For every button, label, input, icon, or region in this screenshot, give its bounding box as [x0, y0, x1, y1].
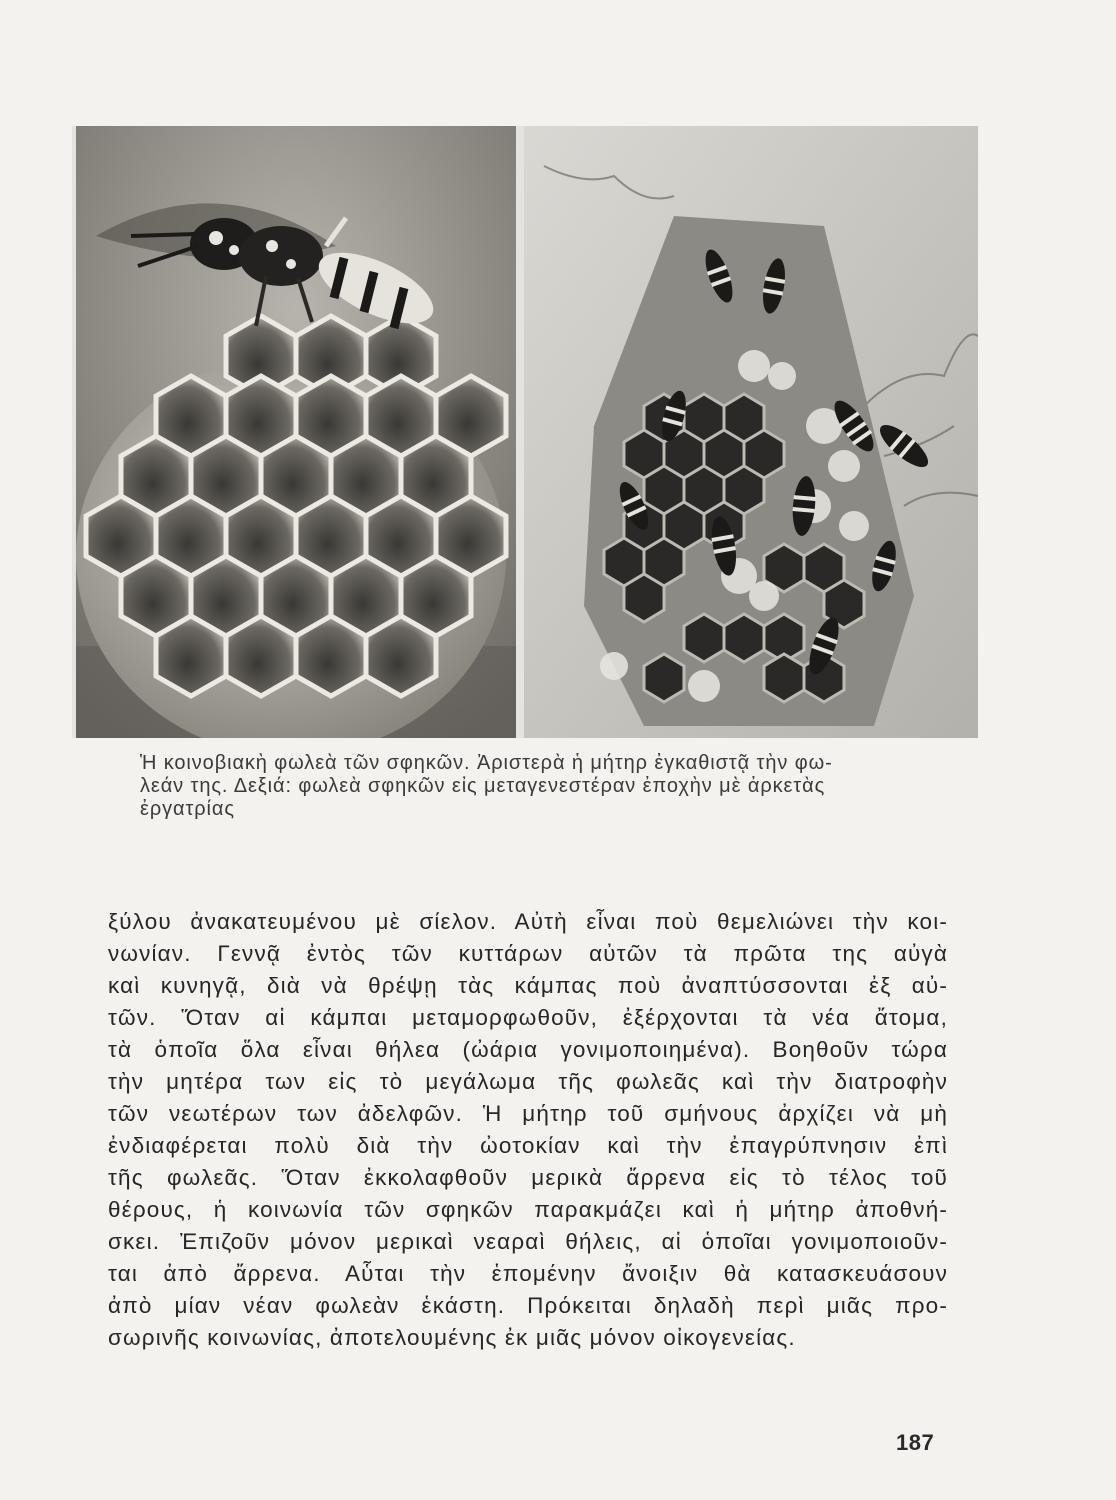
text-line-last: σωρινῆς κοινωνίας, ἀποτελουμένης ἐκ μιᾶς μόνον οἰκογενείας.: [108, 1325, 796, 1350]
figure-caption: [140, 752, 950, 821]
figure-plate: [72, 126, 978, 738]
text-line: τὴν μητέρα των εἰς τὸ μεγάλωμα τῆς φωλεᾶς καὶ τὴν διατροφὴν: [108, 1069, 948, 1094]
photo-wasp-colony: [524, 126, 978, 738]
text-line: τῆς φωλεᾶς. Ὅταν ἐκκολαφθοῦν μερικὰ ἄρρενα εἰς τὸ τέλος τοῦ: [108, 1165, 948, 1190]
text-line: ἐνδιαφέρεται πολὺ διὰ τὴν ὠοτοκίαν καὶ τὴν ἐπαγρύπνησιν ἐπὶ: [108, 1133, 948, 1158]
text-line: τῶν νεωτέρων των ἀδελφῶν. Ἡ μήτηρ τοῦ σμήνους ἀρχίζει νὰ μὴ: [108, 1101, 948, 1126]
text-line: ἀπὸ μίαν νέαν φωλεὰν ἑκάστη. Πρόκειται δηλαδὴ περὶ μιᾶς προ-: [108, 1293, 948, 1318]
page-number: 187: [896, 1430, 935, 1455]
text-line: ται ἀπὸ ἄρρενα. Αὗται τὴν ἑπομένην ἄνοιξιν θὰ κατασκευάσουν: [108, 1261, 948, 1286]
caption-line: ἐργατρίας: [140, 798, 235, 820]
text-line: τῶν. Ὅταν αἱ κάμπαι μεταμορφωθοῦν, ἐξέρχονται τὰ νέα ἄτομα,: [108, 1005, 948, 1030]
photo-wasp-on-nest: [76, 126, 516, 738]
text-line: καὶ κυνηγᾷ, διὰ νὰ θρέψῃ τὰς κάμπας ποὺ ἀναπτύσσονται ἐξ αὐ-: [108, 973, 948, 998]
wasp-nest-right-image: [524, 126, 978, 738]
text-line: θέρους, ἡ κοινωνία τῶν σφηκῶν παρακμάζει καὶ ἡ μήτηρ ἀποθνή-: [108, 1197, 948, 1222]
text-line: νωνίαν. Γεννᾷ ἐντὸς τῶν κυττάρων αὐτῶν τὰ πρῶτα της αὐγὰ: [108, 941, 948, 966]
body-paragraph: [108, 906, 948, 1354]
text-line: ξύλου ἀνακατευμένου μὲ σίελον. Αὐτὴ εἶναι ποὺ θεμελιώνει τὴν κοι-: [108, 909, 948, 934]
caption-line: Ἡ κοινοβιακὴ φωλεὰ τῶν σφηκῶν. Ἀριστερὰ ἡ μήτηρ ἐγκαθιστᾷ τὴν φω-: [140, 752, 833, 774]
text-line: σκει. Ἐπιζοῦν μόνον μερικαὶ νεαραὶ θήλεις, αἱ ὁποῖαι γονιμοποιοῦν-: [108, 1229, 948, 1254]
text-line: τὰ ὁποῖα ὅλα εἶναι θήλεα (ὠάρια γονιμοποιημένα). Βοηθοῦν τώρα: [108, 1037, 948, 1062]
caption-line: λεάν της. Δεξιά: φωλεὰ σφηκῶν εἰς μεταγενεστέραν ἐποχὴν μὲ ἀρκετὰς: [140, 775, 826, 797]
wasp-nest-left-image: [76, 126, 516, 738]
